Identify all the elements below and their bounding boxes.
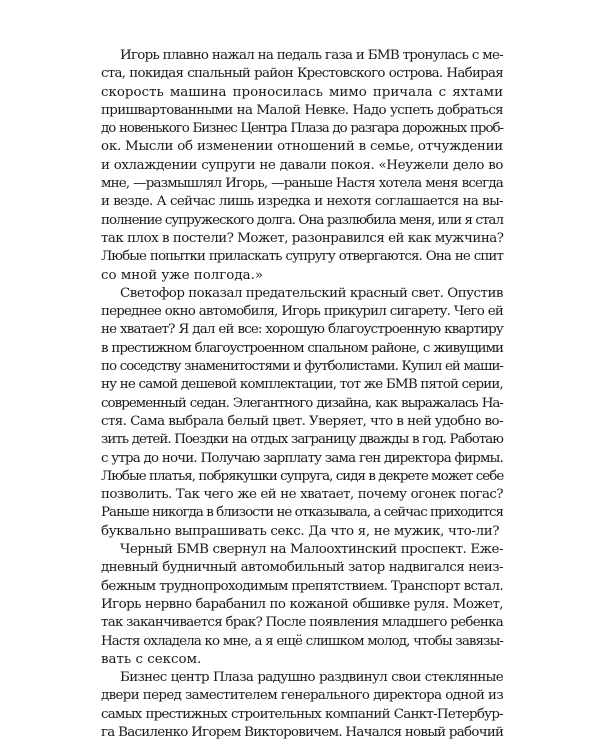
text-line: Черный БМВ свернул на Малоохтинский проспект. Еже- [120,542,503,558]
text-line: Любые платья, побрякушки супруга, сидя в декрете может себе [101,468,504,484]
text-line: со мной уже полгода.» [101,267,264,283]
text-line: Раньше никогда в близости не отказывала, а сейчас приходится [101,505,503,521]
text-line: Игорь плавно нажал на педаль газа и БМВ тронулась с ме- [120,48,503,63]
text-line: и везде. А сейчас лишь изредка и нехотя соглашается на вы- [101,194,503,210]
text-line: до новенького Бизнес Центра Плаза до разгара дорожных проб- [101,121,503,137]
text-line: Игорь нервно барабанил по кожаной обшивке руля. Может, [101,596,503,612]
text-line: не хватает? Я дал ей все: хорошую благоустроенную квартиру [101,322,503,338]
text-line: бежным труднопроходимым препятствием. Транспорт встал. [101,578,503,594]
text-line: полнение супружеского долга. Она разлюбила меня, или я стал [101,212,503,228]
text-line: современный седан. Элегантного дизайна, как выражалась На- [101,395,503,411]
book-page [101,47,503,742]
text-line: буквально выпрашивать секс. Да что я, не мужик, что-ли? [101,523,500,539]
text-line: так плох в постели? Может, разонравился ей как мужчина? [101,230,504,246]
text-line: двери перед заместителем генерального директора одной из [101,688,503,704]
text-line: дневный будничный автомобильный затор надвигался неиз- [101,560,503,576]
text-line: позволить. Так чего же ей не хватает, почему огонек погас? [101,487,503,503]
text-line: пришвартованными на Малой Невке. Надо успеть добраться [101,102,503,118]
text-line: Бизнес центр Плаза радушно раздвинул свои стеклянные [120,670,503,686]
paragraph-4 [101,669,503,742]
text-line: вать с сексом. [101,651,202,667]
text-line: стя. Сама выбрала белый цвет. Уверяет, что в ней удобно во- [101,413,503,429]
paragraph-2 [101,285,503,541]
text-line: и охлаждении супруги не давали покоя. «Неужели дело во [101,157,503,173]
text-line: мне, —размышлял Игорь, —раньше Настя хотела меня всегда [101,176,503,192]
text-line: по соседству знаменитостями и футболистами. Купил ей маши- [101,359,503,375]
paragraph-3 [101,541,503,669]
text-line: в престижном благоустроенном спальном районе, с живущими [101,340,503,356]
text-line: Настя охладела ко мне, а я ещё слишком молод, чтобы завязы- [101,633,503,649]
text-line: Светофор показал предательский красный свет. Опустив [120,285,503,301]
text-line: самых престижных строительных компаний Санкт-Петербур- [101,706,503,722]
paragraph-1 [101,47,503,285]
text-line: ок. Мысли об изменении отношений в семье, отчуждении [101,139,503,155]
text-line: так заканчивается брак? После появления младшего ребенка [101,615,504,631]
text-line: зить детей. Поездки на отдых заграницу дважды в год. Работаю [101,432,503,448]
text-line: ста, покидая спальный район Крестовского острова. Набирая [101,66,503,82]
text-line: ну не самой дешевой комплектации, тот же БМВ пятой серии, [101,377,503,393]
text-line: переднее окно автомобиля, Игорь прикурил сигарету. Чего ей [101,304,503,320]
text-line: га Василенко Игорем Викторовичем. Начался новый рабочий [101,724,504,740]
text-line: скорость машина проносилась мимо причала с яхтами [101,84,503,100]
text-line: с утра до ночи. Получаю зарплату зама ген директора фирмы. [101,450,503,466]
text-line: Любые попытки приласкать супругу отвергаются. Она не спит [101,249,503,265]
